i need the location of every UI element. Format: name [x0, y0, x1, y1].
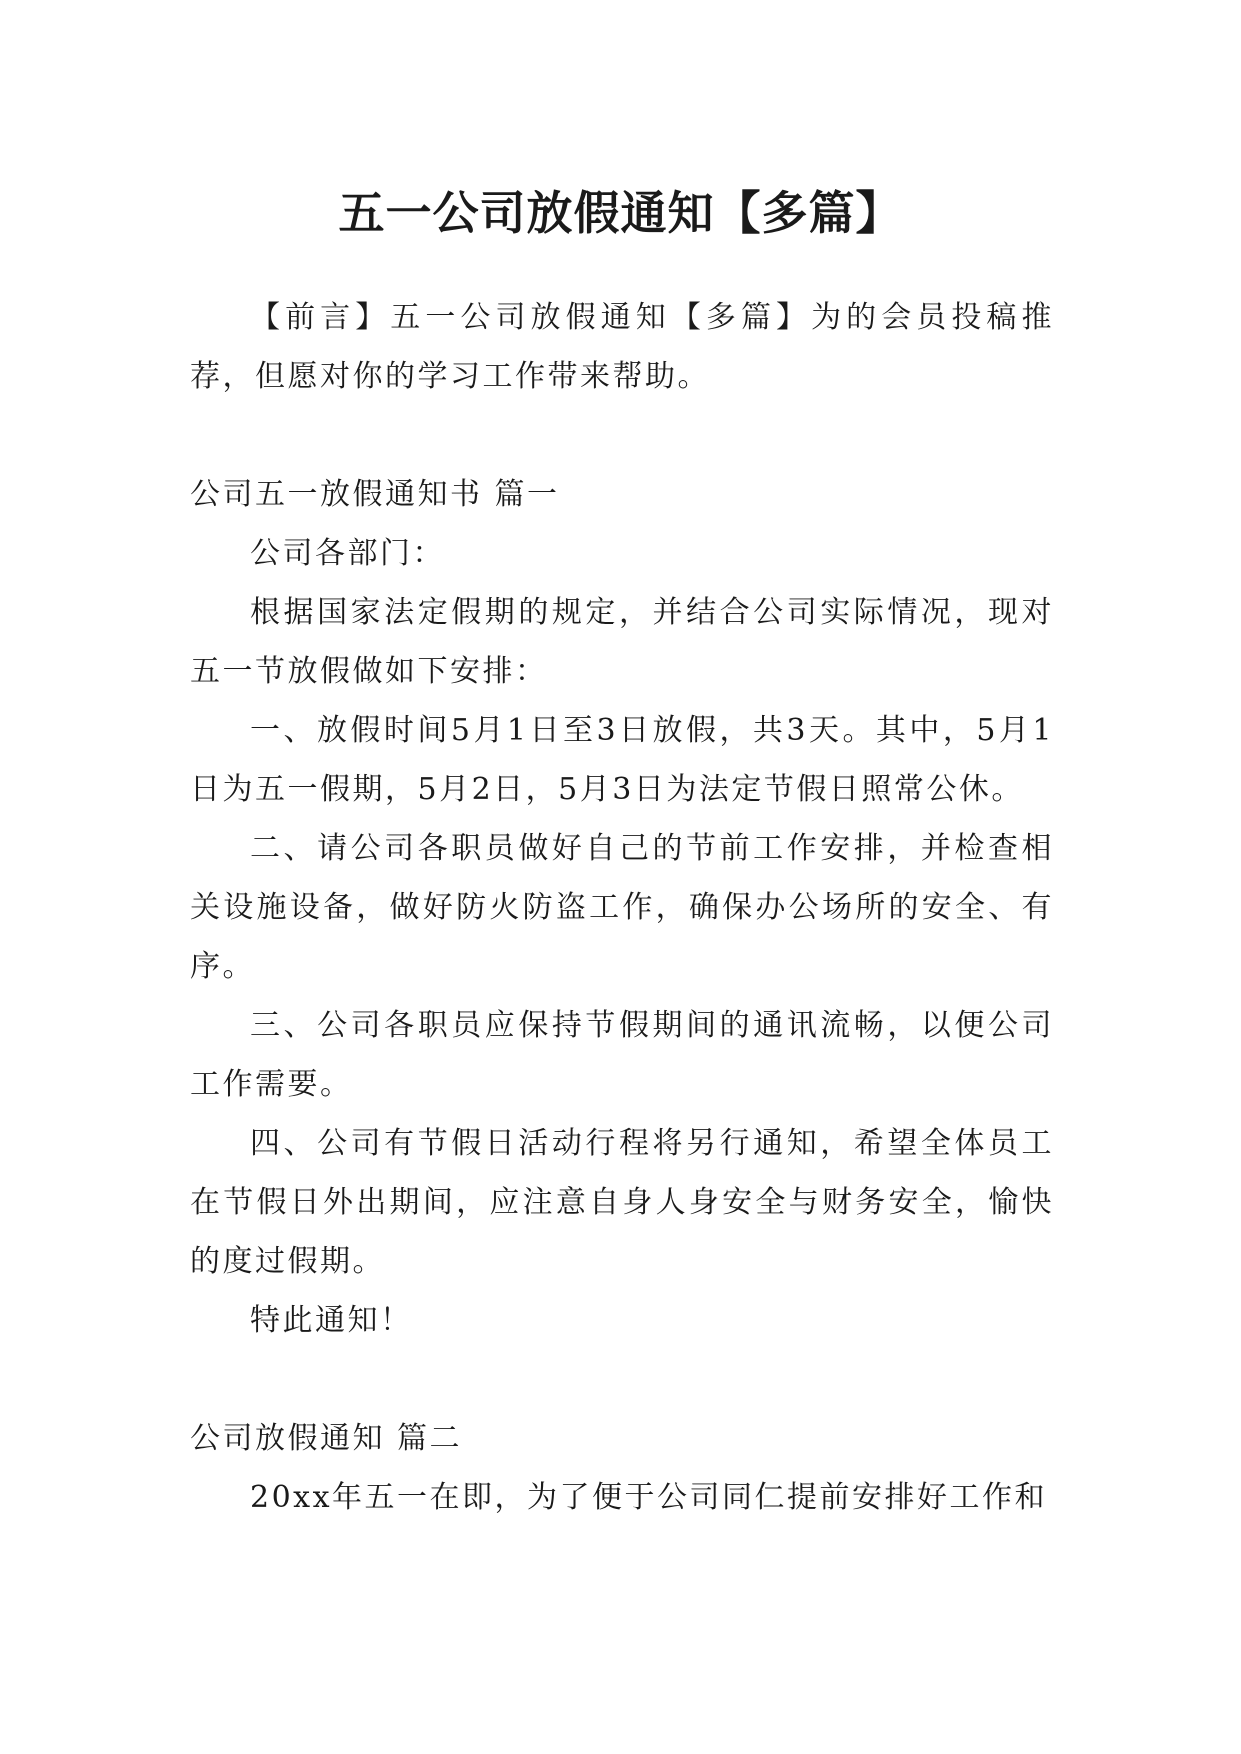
preface-paragraph: 【前言】五一公司放假通知【多篇】为的会员投稿推荐，但愿对你的学习工作带来帮助。 [190, 300, 1054, 394]
spacer [190, 406, 1054, 465]
paragraph-salutation: 公司各部门： [250, 536, 445, 571]
paragraph-section2-intro: 20xx年五一在即，为了便于公司同仁提前安排好工作和 [250, 1480, 1048, 1515]
section-heading-1: 公司五一放假通知书 篇一 [190, 477, 560, 512]
paragraph-item-4: 四、公司有节假日活动行程将另行通知，希望全体员工在节假日外出期间，应注意自身人身安全与财务安全，愉快的度过假期。 [190, 1126, 1054, 1279]
document-title: 五一公司放假通知【多篇】 [338, 185, 903, 240]
paragraph-item-1: 一、放假时间5月1日至3日放假，共3天。其中，5月1日为五一假期，5月2日，5月3日为法定节假日照常公休。 [190, 713, 1054, 807]
paragraph-item-2: 二、请公司各职员做好自己的节前工作安排，并检查相关设施设备，做好防火防盗工作，确保办公场所的安全、有序。 [190, 831, 1054, 984]
section-heading-2: 公司放假通知 篇二 [190, 1421, 463, 1456]
paragraph-closing: 特此通知！ [250, 1303, 413, 1338]
paragraph-item-3: 三、公司各职员应保持节假期间的通讯流畅，以便公司工作需要。 [190, 1008, 1054, 1102]
document-body [190, 288, 1054, 1527]
paragraph-intro: 根据国家法定假期的规定，并结合公司实际情况，现对五一节放假做如下安排： [190, 595, 1054, 689]
spacer [190, 1350, 1054, 1409]
